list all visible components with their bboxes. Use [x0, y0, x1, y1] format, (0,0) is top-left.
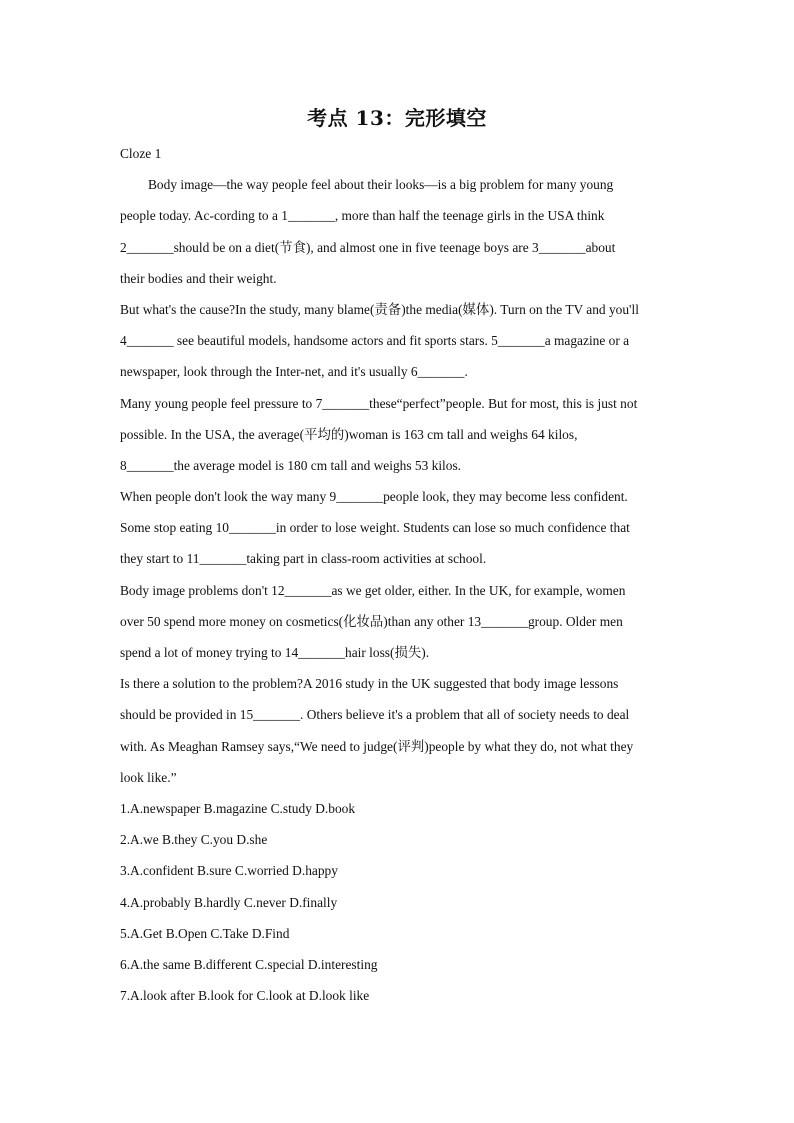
passage-line: When people don't look the way many 9_______people look, they may become less confident. [120, 489, 628, 505]
passage-line: Some stop eating 10_______in order to lose weight. Students can lose so much confidence that [120, 520, 630, 536]
passage-line: look like.” [120, 769, 177, 785]
option-row: 2.A.we B.they C.you D.she [120, 832, 268, 848]
option-row: 4.A.probably B.hardly C.never D.finally [120, 894, 338, 910]
option-row: 1.A.newspaper B.magazine C.study D.book [120, 800, 356, 816]
passage-line: Is there a solution to the problem?A 2016 study in the UK suggested that body image lessons [120, 676, 619, 692]
answer-options [120, 793, 680, 1011]
passage-line: they start to 11_______taking part in class-room activities at school. [120, 551, 487, 567]
passage [120, 169, 680, 793]
option-row: 3.A.confident B.sure C.worried D.happy [120, 863, 338, 879]
passage-line: But what's the cause?In the study, many blame(责备)the media(媒体). Turn on the TV and you'll [120, 301, 639, 317]
passage-line: possible. In the USA, the average(平均的)woman is 163 cm tall and weighs 64 kilos, [120, 426, 578, 442]
section-label: Cloze 1 [120, 146, 162, 161]
passage-line: 8_______the average model is 180 cm tall and weighs 53 kilos. [120, 457, 462, 473]
passage-line: Many young people feel pressure to 7_______these“perfect”people. But for most, this is just not [120, 395, 638, 411]
option-row: 5.A.Get B.Open C.Take D.Find [120, 925, 290, 941]
passage-line: newspaper, look through the Inter-net, and it's usually 6_______. [120, 364, 468, 380]
passage-line: should be provided in 15_______. Others believe it's a problem that all of society needs to deal [120, 707, 630, 723]
passage-line: Body image problems don't 12_______as we get older, either. In the UK, for example, women [120, 582, 626, 598]
passage-line: with. As Meaghan Ramsey says,“We need to judge(评判)people by what they do, not what they [120, 738, 634, 754]
passage-line: Body image—the way people feel about their looks—is a big problem for many young [148, 177, 614, 193]
passage-line: their bodies and their weight. [120, 270, 277, 286]
passage-line: spend a lot of money trying to 14_______hair loss(损失). [120, 645, 430, 660]
cloze-content [120, 138, 680, 1011]
option-row: 6.A.the same B.different C.special D.interesting [120, 956, 378, 972]
passage-line: people today. Ac-cording to a 1_______, more than half the teenage girls in the USA think [120, 208, 605, 224]
passage-line: 2_______should be on a diet(节食), and almost one in five teenage boys are 3_______about [120, 239, 616, 255]
passage-line: 4_______ see beautiful models, handsome actors and fit sports stars. 5_______a magazine or a [120, 333, 630, 349]
option-row: 7.A.look after B.look for C.look at D.look like [120, 988, 370, 1004]
passage-line: over 50 spend more money on cosmetics(化妆品)than any other 13_______group. Older men [120, 613, 623, 629]
page-title: 考点 13：完形填空 [307, 106, 487, 130]
